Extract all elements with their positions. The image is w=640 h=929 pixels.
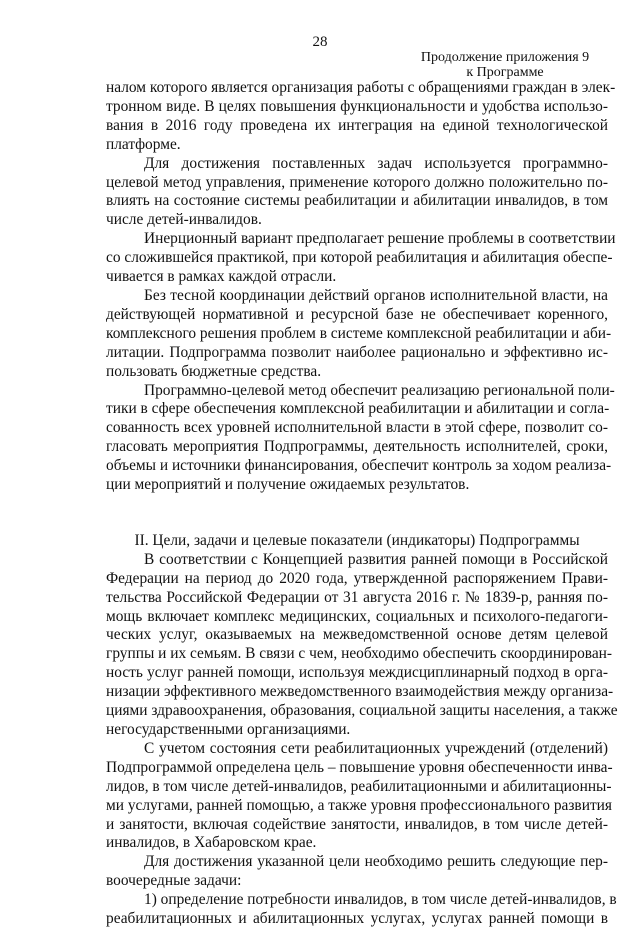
text-line: воочередные задачи: — [106, 872, 242, 890]
text-line: действующей нормативной и ресурсной базе не обеспечивает коренного, — [106, 305, 608, 323]
list-item-first-line: 1) определение потребности инвалидов, в том числе детей-инвалидов, в — [144, 891, 617, 909]
text-line: влиять на состояние системы реабилитации и абилитации инвалидов, в том — [106, 192, 608, 210]
text-line: ность услуг ранней помощи, используя междисциплинарный подход в орга- — [106, 664, 608, 682]
continuation-line-1: Продолжение приложения 9 — [420, 50, 590, 65]
text-line: ми услугами, ранней помощью, а также уровня профессионального развития — [106, 796, 612, 814]
text-line: Федерации на период до 2020 года, утвержденной распоряжением Прави- — [106, 569, 608, 587]
page-number: 28 — [312, 34, 328, 50]
text-line: ческих услуг, оказываемых на межведомственной основе детям целевой — [106, 626, 608, 644]
text-line: сованность всех уровней исполнительной власти в этой сфере, позволит со- — [106, 419, 608, 437]
text-line: гласовать мероприятия Подпрограммы, деятельность исполнителей, сроки, — [106, 438, 608, 456]
text-line: тельства Российской Федерации от 31 августа 2016 г. № 1839-р, ранняя по- — [106, 588, 608, 606]
text-line: ции мероприятий и получение ожидаемых результатов. — [106, 476, 470, 494]
text-line: платформе. — [106, 135, 181, 153]
text-line: налом которого является организация работы с обращениями граждан в элек- — [106, 79, 616, 96]
text-line: целевой метод управления, применение которого должно положительно по- — [106, 173, 608, 191]
text-line: объемы и источники финансирования, обеспечит контроль за ходом реализа- — [106, 457, 612, 475]
paragraph-first-line: Программно-целевой метод обеспечит реализацию региональной поли- — [144, 381, 615, 399]
text-line: комплексного решения проблем в системе комплексной реабилитации и аби- — [106, 324, 612, 342]
text-line: Подпрограммой определена цель – повышение уровня обеспеченности инва- — [106, 758, 613, 776]
text-line: реабилитационных и абилитационных услугах, услугах ранней помощи в — [106, 910, 608, 928]
text-line: чивается в рамках каждой отрасли. — [106, 268, 337, 286]
document-body — [106, 79, 618, 929]
paragraph-first-line: Инерционный вариант предполагает решение проблемы в соответствии — [144, 230, 616, 248]
continuation-line-2: к Программе — [466, 65, 544, 80]
text-line: и занятости, включая содействие занятости, инвалидов, в том числе детей- — [106, 815, 608, 833]
text-line: мощь включает комплекс медицинских, социальных и психолого-педагоги- — [106, 607, 608, 625]
text-line: пользовать бюджетные средства. — [106, 362, 322, 380]
text-line: низации эффективного межведомственного взаимодействия между организа- — [106, 683, 614, 701]
text-line: лидов, в том числе детей-инвалидов, реабилитационными и абилитационны- — [106, 777, 612, 795]
text-line: вания в 2016 году проведена их интеграция на единой технологической — [106, 116, 608, 134]
text-line: негосударственными организациями. — [106, 721, 351, 738]
paragraph-first-line: Для достижения поставленных задач используется программно- — [144, 154, 608, 172]
section-spacer — [106, 495, 608, 532]
text-line: циями здравоохранения, образования, социальной защиты населения, а также — [106, 702, 618, 720]
text-line: литации. Подпрограмма позволит наиболее рационально и эффективно ис- — [106, 343, 608, 361]
text-line: со сложившейся практикой, при которой реабилитация и абилитация обеспе- — [106, 249, 613, 267]
paragraph-first-line: Для достижения указанной цели необходимо решить следующие пер- — [144, 853, 608, 871]
section-heading: II. Цели, задачи и целевые показатели (индикаторы) Подпрограммы — [134, 531, 580, 549]
text-line: группы и их семьям. В связи с чем, необходимо обеспечить скоординирован- — [106, 645, 613, 663]
text-line: тики в сфере обеспечения комплексной реабилитации и абилитации и согла- — [106, 400, 610, 418]
text-line: тронном виде. В целях повышения функциональности и удобства использо- — [106, 97, 608, 115]
paragraph-first-line: В соответствии с Концепцией развития ранней помощи в Российской — [144, 550, 608, 568]
text-line: инвалидов, в Хабаровском крае. — [106, 834, 317, 852]
paragraph-first-line: Без тесной координации действий органов исполнительной власти, на — [144, 286, 608, 304]
text-line: числе детей-инвалидов. — [106, 211, 262, 229]
paragraph-first-line: С учетом состояния сети реабилитационных учреждений (отделений) — [144, 739, 608, 757]
appendix-continuation-note — [405, 50, 605, 80]
